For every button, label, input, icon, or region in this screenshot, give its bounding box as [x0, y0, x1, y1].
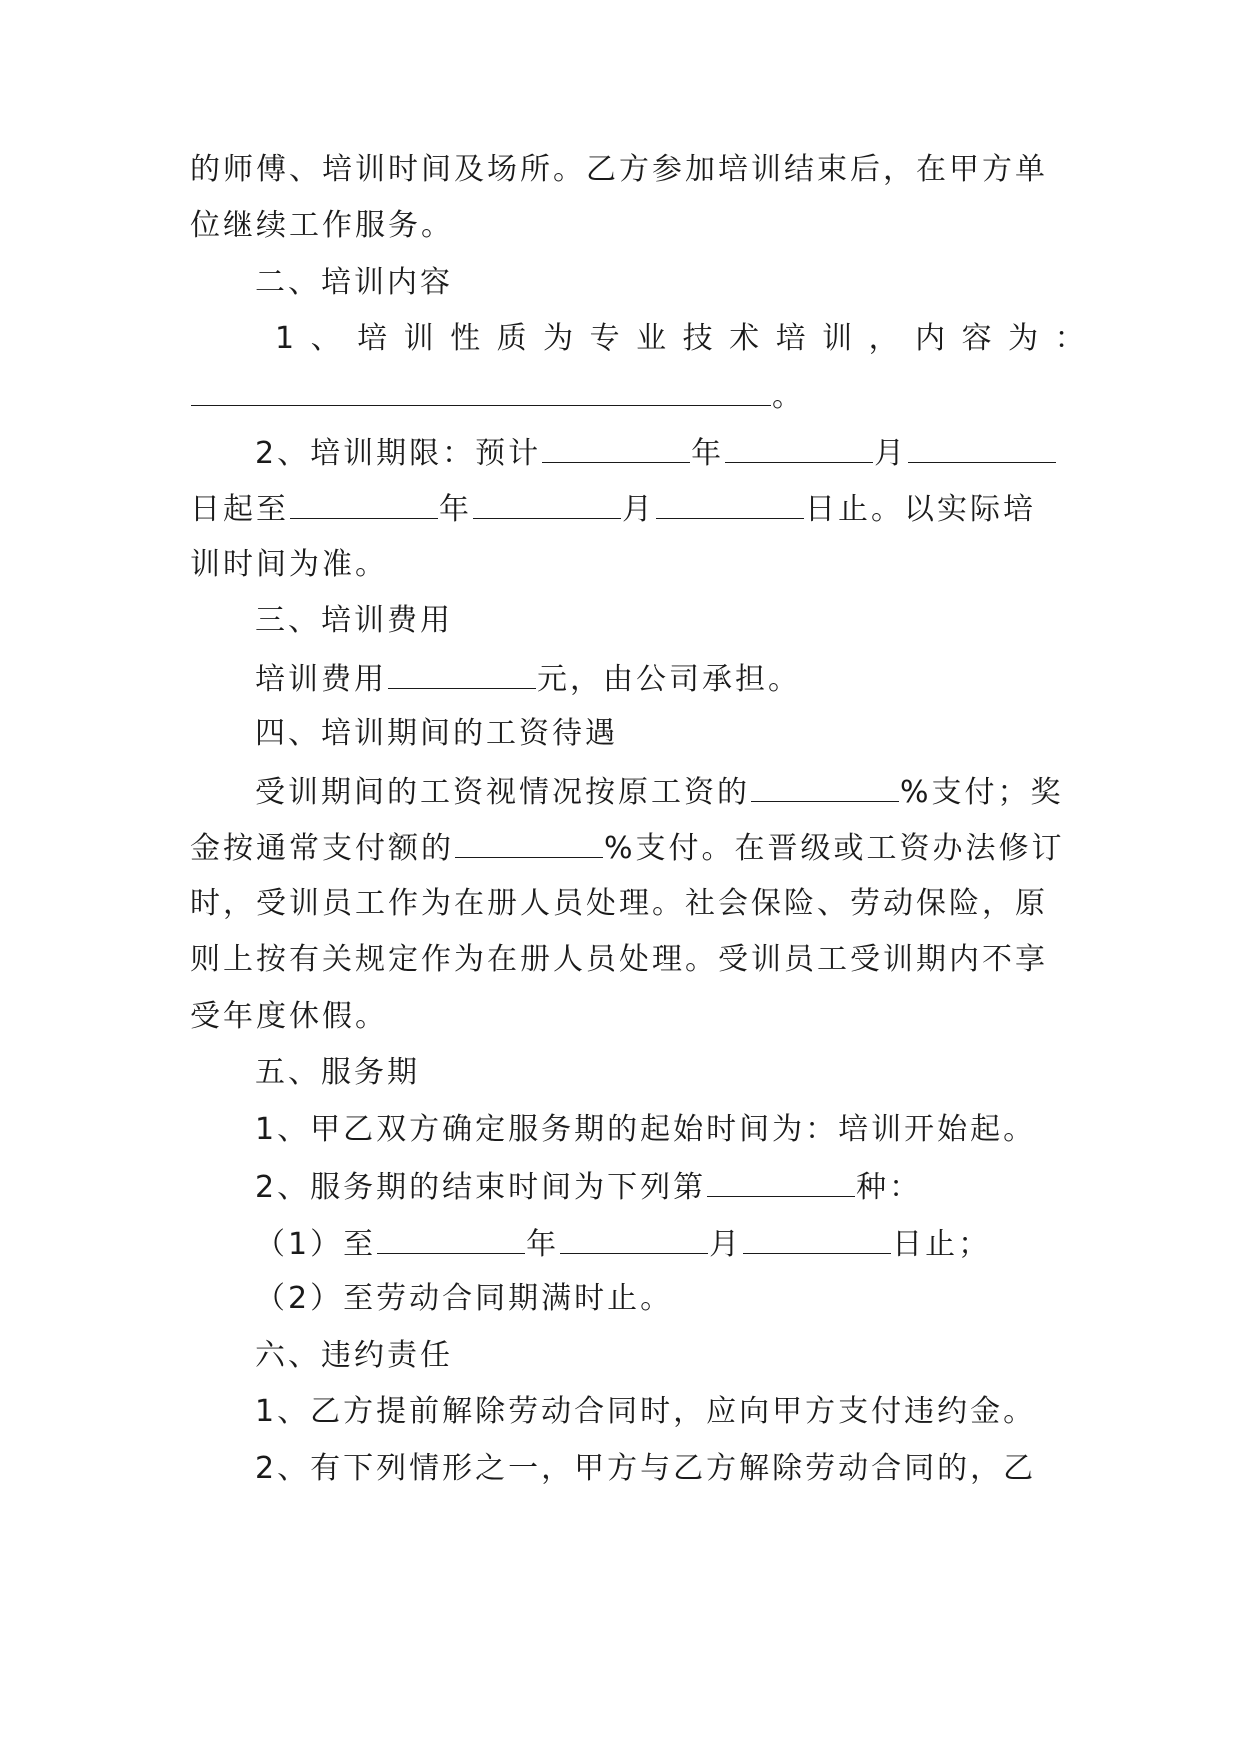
paragraph-line: 则上按有关规定作为在册人员处理。受训员工受训期内不享: [190, 942, 1048, 977]
paragraph-line: 训时间为准。: [190, 547, 388, 582]
paragraph-line: [190, 827, 1065, 869]
paragraph-line: 受年度休假。: [190, 999, 388, 1034]
section-heading-service-period: 五、服务期: [255, 1055, 420, 1090]
text-fragment: 2、服务期的结束时间为下列第: [255, 1170, 707, 1205]
paragraph-line: 1、乙方提前解除劳动合同时，应向甲方支付违约金。: [255, 1394, 1037, 1429]
paragraph-line: [255, 658, 1115, 700]
paragraph-line: 的师傅、培训时间及场所。乙方参加培训结束后，在甲方单: [190, 152, 1048, 187]
text-fragment: 年: [526, 1227, 560, 1262]
fill-blank[interactable]: [473, 488, 621, 519]
fill-blank[interactable]: [743, 1223, 891, 1254]
fill-blank[interactable]: [707, 1166, 855, 1197]
fill-blank[interactable]: [542, 432, 690, 463]
text-fragment: 日起至: [190, 492, 289, 527]
text-fragment: %支付；奖: [900, 775, 1064, 810]
paragraph-line: 1、培训性质为专业技术培训，内容为：: [275, 321, 1102, 356]
text-fragment: 月: [622, 492, 655, 527]
fill-blank[interactable]: [560, 1223, 708, 1254]
paragraph-line: 2、有下列情形之一，甲方与乙方解除劳动合同的，乙: [255, 1451, 1037, 1486]
paragraph-line: [190, 375, 1050, 417]
text-fragment: 受训期间的工资视情况按原工资的: [255, 775, 750, 810]
paragraph-line: [255, 432, 1115, 474]
text-fragment: （1）至: [255, 1227, 377, 1262]
text-fragment: 日止。以实际培: [805, 492, 1036, 527]
text-fragment: %支付。在晋级或工资办法修订: [604, 831, 1065, 866]
fill-blank[interactable]: [377, 1223, 525, 1254]
paragraph-line: [255, 771, 1115, 813]
text-fragment: 月: [709, 1227, 743, 1262]
text-fragment: 种：: [856, 1170, 923, 1205]
fill-blank[interactable]: [191, 375, 771, 406]
paragraph-line: 时，受训员工作为在册人员处理。社会保险、劳动保险，原: [190, 886, 1048, 921]
text-fragment: 元，由公司承担。: [537, 662, 801, 697]
section-heading-fees: 三、培训费用: [255, 603, 453, 638]
fill-blank[interactable]: [725, 432, 873, 463]
section-heading-content: 二、培训内容: [255, 265, 453, 300]
paragraph-line: [255, 1166, 1115, 1208]
section-heading-breach: 六、违约责任: [255, 1338, 453, 1373]
fill-blank[interactable]: [388, 658, 536, 689]
fill-blank[interactable]: [751, 771, 899, 802]
text-fragment: 月: [874, 436, 908, 471]
text-fragment: 年: [691, 436, 725, 471]
text-fragment: 2、培训期限：预计: [255, 436, 542, 471]
paragraph-line: [255, 1223, 1115, 1265]
text-fragment: 培训费用: [255, 662, 387, 697]
fill-blank[interactable]: [290, 488, 438, 519]
section-heading-wages: 四、培训期间的工资待遇: [255, 716, 618, 751]
paragraph-line: 1、甲乙双方确定服务期的起始时间为：培训开始起。: [255, 1112, 1037, 1147]
text-fragment: 日止；: [892, 1227, 992, 1262]
text-fragment: 年: [439, 492, 472, 527]
paragraph-line: 位继续工作服务。: [190, 208, 454, 243]
fill-blank[interactable]: [455, 827, 603, 858]
text-fragment: 。: [772, 379, 805, 414]
paragraph-line: （2）至劳动合同期满时止。: [255, 1281, 674, 1316]
text-fragment: 金按通常支付额的: [190, 831, 454, 866]
fill-blank[interactable]: [908, 432, 1056, 463]
paragraph-line: [190, 488, 1050, 530]
fill-blank[interactable]: [656, 488, 804, 519]
